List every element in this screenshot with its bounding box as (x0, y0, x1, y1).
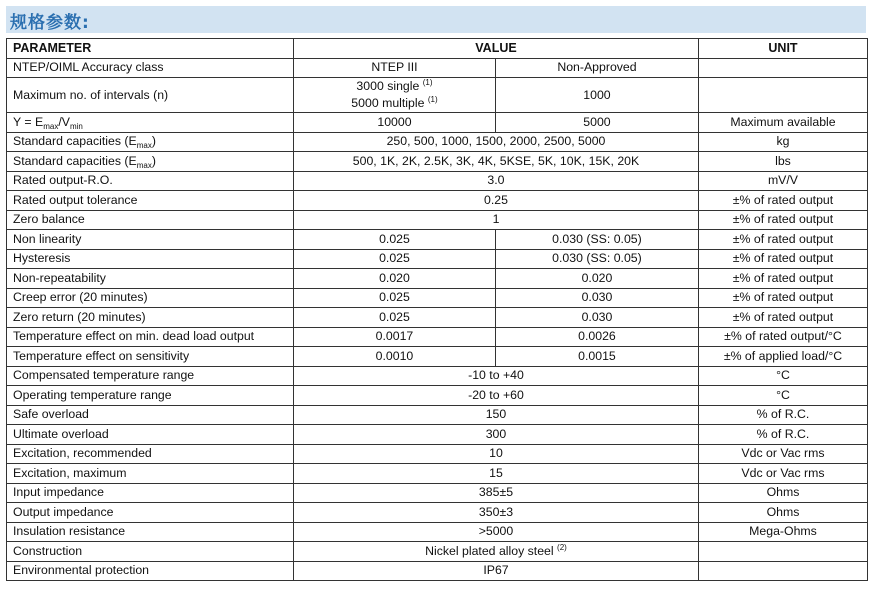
value-2: 0.030 (SS: 0.05) (495, 230, 698, 250)
param-label: Input impedance (7, 483, 294, 503)
row-y-ratio (7, 113, 868, 133)
header-row (7, 39, 868, 59)
footnote-mark: (1) (422, 78, 433, 87)
row-environmental-protection (7, 561, 868, 581)
param-label: Construction (7, 542, 294, 562)
value-2: 0.0026 (495, 327, 698, 347)
param-label: Temperature effect on sensitivity (7, 347, 294, 367)
row-excitation-maximum (7, 464, 868, 484)
label-part: /V (58, 114, 70, 129)
value-merged: 15 (294, 464, 699, 484)
value-2: 0.030 (495, 288, 698, 308)
label-part: Y = E (13, 114, 44, 129)
footnote-mark: (2) (557, 542, 567, 552)
param-label: Rated output tolerance (7, 191, 294, 211)
unit-cell: ±% of rated output (698, 191, 867, 211)
row-intervals (7, 78, 868, 113)
value-2: 0.030 (SS: 0.05) (495, 249, 698, 269)
value-2: 1000 (495, 78, 698, 113)
value-1: 0.0010 (294, 347, 496, 367)
unit-cell: °C (698, 366, 867, 386)
param-label: Zero return (20 minutes) (7, 308, 294, 328)
label-part: Standard capacities (E (13, 153, 137, 168)
unit-cell: mV/V (698, 171, 867, 191)
row-insulation-resistance (7, 522, 868, 542)
param-label: Hysteresis (7, 249, 294, 269)
param-label: Temperature effect on min. dead load output (7, 327, 294, 347)
row-non-linearity (7, 230, 868, 250)
row-ultimate-overload (7, 425, 868, 445)
unit-cell: ±% of rated output (698, 308, 867, 328)
value-merged: 300 (294, 425, 699, 445)
row-capacities-kg (7, 132, 868, 152)
unit-cell: ±% of rated output (698, 249, 867, 269)
unit-cell: °C (698, 386, 867, 406)
value-multiple: 5000 multiple (351, 96, 425, 110)
row-rated-output (7, 171, 868, 191)
param-label: Creep error (20 minutes) (7, 288, 294, 308)
value-2: 0.0015 (495, 347, 698, 367)
label-subscript: min (69, 121, 83, 131)
param-label: Ultimate overload (7, 425, 294, 445)
value-merged (294, 542, 699, 562)
row-temp-sensitivity (7, 347, 868, 367)
row-safe-overload (7, 405, 868, 425)
section-title: 规格参数: (10, 13, 90, 33)
param-label: Non linearity (7, 230, 294, 250)
unit-cell (698, 542, 867, 562)
unit-cell: ±% of rated output (698, 230, 867, 250)
value-merged: -20 to +60 (294, 386, 699, 406)
row-input-impedance (7, 483, 868, 503)
label-part: Standard capacities (E (13, 134, 137, 149)
value-1: 0.025 (294, 288, 496, 308)
label-subscript: max (136, 160, 152, 170)
param-label: Output impedance (7, 503, 294, 523)
param-label: Zero balance (7, 210, 294, 230)
row-zero-balance (7, 210, 868, 230)
unit-cell: Ohms (698, 483, 867, 503)
row-output-impedance (7, 503, 868, 523)
unit-cell: Vdc or Vac rms (698, 444, 867, 464)
row-zero-return (7, 308, 868, 328)
param-label: Safe overload (7, 405, 294, 425)
value-merged: 3.0 (294, 171, 699, 191)
row-operating-temp (7, 386, 868, 406)
param-label (7, 113, 294, 133)
label-part: ) (151, 153, 156, 168)
value-1: 0.0017 (294, 327, 496, 347)
value-merged: IP67 (294, 561, 699, 581)
unit-cell: % of R.C. (698, 425, 867, 445)
value-1: 0.025 (294, 249, 496, 269)
header-unit: UNIT (698, 39, 867, 59)
spec-table (6, 38, 868, 581)
param-label: Rated output-R.O. (7, 171, 294, 191)
value-2: 0.030 (495, 308, 698, 328)
param-label: Non-repeatability (7, 269, 294, 289)
param-label: Environmental protection (7, 561, 294, 581)
unit-cell (698, 58, 867, 78)
param-label: Maximum no. of intervals (n) (7, 78, 294, 113)
unit-cell: % of R.C. (698, 405, 867, 425)
value-merged: 10 (294, 444, 699, 464)
value-1: 0.025 (294, 230, 496, 250)
unit-cell: ±% of applied load/°C (698, 347, 867, 367)
value-merged: 0.25 (294, 191, 699, 211)
row-compensated-temp (7, 366, 868, 386)
value-1: 0.020 (294, 269, 496, 289)
row-creep-error (7, 288, 868, 308)
row-construction (7, 542, 868, 562)
param-label: Excitation, recommended (7, 444, 294, 464)
value-merged: -10 to +40 (294, 366, 699, 386)
unit-cell: lbs (698, 152, 867, 172)
label-subscript: max (136, 141, 152, 151)
value-single: 3000 single (356, 79, 420, 93)
value-1 (294, 78, 496, 113)
param-label: NTEP/OIML Accuracy class (7, 58, 294, 78)
row-hysteresis (7, 249, 868, 269)
label-subscript: max (43, 121, 59, 131)
value-2: Non-Approved (495, 58, 698, 78)
unit-cell: Maximum available (698, 113, 867, 133)
param-label: Excitation, maximum (7, 464, 294, 484)
row-accuracy (7, 58, 868, 78)
value-1: NTEP III (294, 58, 496, 78)
param-label (7, 132, 294, 152)
unit-cell (698, 561, 867, 581)
unit-cell: Ohms (698, 503, 867, 523)
unit-cell: kg (698, 132, 867, 152)
value-merged: 385±5 (294, 483, 699, 503)
row-rated-tolerance (7, 191, 868, 211)
unit-cell: ±% of rated output (698, 210, 867, 230)
value-2: 0.020 (495, 269, 698, 289)
value-merged: 500, 1K, 2K, 2.5K, 3K, 4K, 5KSE, 5K, 10K, 15K, 20K (294, 152, 699, 172)
row-capacities-lbs (7, 152, 868, 172)
param-label: Operating temperature range (7, 386, 294, 406)
row-non-repeatability (7, 269, 868, 289)
value-1: 0.025 (294, 308, 496, 328)
header-parameter: PARAMETER (7, 39, 294, 59)
row-temp-dead-load (7, 327, 868, 347)
header-value: VALUE (294, 39, 699, 59)
label-part: ) (151, 134, 156, 149)
unit-cell: ±% of rated output/°C (698, 327, 867, 347)
value-2: 5000 (495, 113, 698, 133)
value-merged: 150 (294, 405, 699, 425)
unit-cell: ±% of rated output (698, 269, 867, 289)
unit-cell (698, 78, 867, 113)
value-merged: >5000 (294, 522, 699, 542)
footnote-mark: (1) (427, 95, 438, 104)
param-label (7, 152, 294, 172)
section-banner (6, 6, 866, 33)
param-label: Compensated temperature range (7, 366, 294, 386)
value-1: 10000 (294, 113, 496, 133)
construction-value: Nickel plated alloy steel (425, 543, 554, 558)
value-merged: 1 (294, 210, 699, 230)
value-merged: 350±3 (294, 503, 699, 523)
unit-cell: ±% of rated output (698, 288, 867, 308)
param-label: Insulation resistance (7, 522, 294, 542)
unit-cell: Vdc or Vac rms (698, 464, 867, 484)
value-merged: 250, 500, 1000, 1500, 2000, 2500, 5000 (294, 132, 699, 152)
row-excitation-recommended (7, 444, 868, 464)
unit-cell: Mega-Ohms (698, 522, 867, 542)
